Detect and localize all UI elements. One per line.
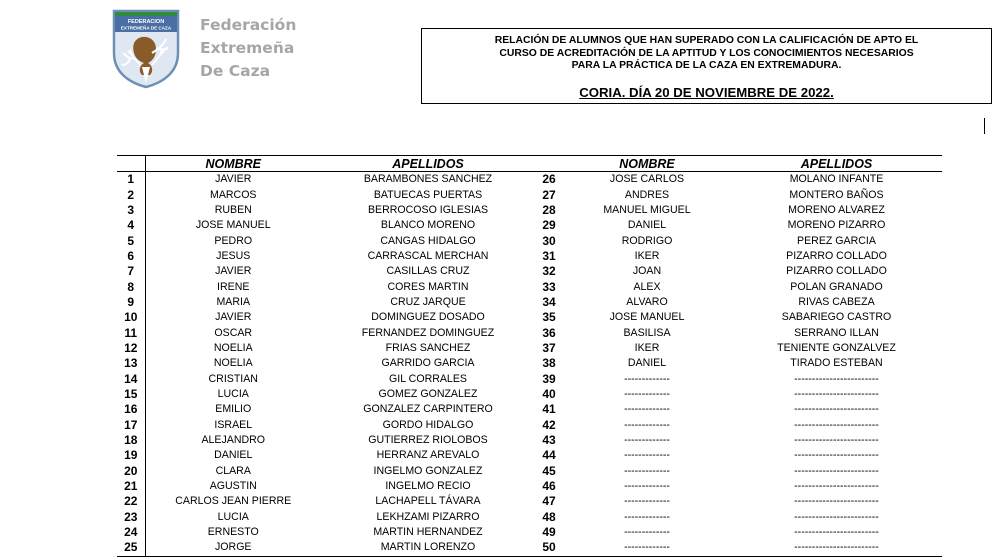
student-last-name: ------------------------ xyxy=(794,387,879,400)
student-first-name: ------------- xyxy=(624,495,670,508)
row-number: 44 xyxy=(542,448,556,463)
table-row xyxy=(117,525,942,540)
table-row xyxy=(117,172,942,188)
student-last-name: RIVAS CABEZA xyxy=(798,295,875,308)
logo-text-line1: FEDERACION xyxy=(127,19,165,25)
student-last-name: TENIENTE GONZALVEZ xyxy=(777,341,896,354)
table-row xyxy=(117,479,942,494)
student-last-name: LACHAPELL TÁVARA xyxy=(375,495,481,508)
student-first-name: JORGE xyxy=(145,540,321,556)
student-last-name: FRIAS SANCHEZ xyxy=(385,341,471,354)
student-last-name: GIL CORRALES xyxy=(389,372,467,385)
table-row xyxy=(117,387,942,402)
header-nombre: NOMBRE xyxy=(145,156,321,172)
student-last-name: BARAMBONES SANCHEZ xyxy=(363,173,493,186)
row-number: 26 xyxy=(542,172,556,187)
table-row xyxy=(117,418,942,433)
student-first-name: JAVIER xyxy=(215,311,252,324)
student-last-name: INGELMO RECIO xyxy=(385,480,471,493)
student-first-name: ------------- xyxy=(624,387,670,400)
row-number: 40 xyxy=(542,386,556,401)
student-last-name: CARRASCAL MERCHAN xyxy=(367,249,489,262)
table-row xyxy=(117,325,942,340)
document-title xyxy=(422,35,991,73)
table-row xyxy=(117,264,942,279)
row-number: 34 xyxy=(542,294,556,309)
federation-logo xyxy=(112,9,180,89)
row-number: 23 xyxy=(117,510,145,525)
student-last-name: LEKHZAMI PIZARRO xyxy=(376,510,480,523)
student-first-name: ------------- xyxy=(624,480,670,493)
row-number: 38 xyxy=(542,356,556,371)
row-number: 7 xyxy=(117,264,145,279)
table-row xyxy=(117,371,942,386)
student-last-name: PIZARRO COLLADO xyxy=(786,249,887,262)
table-row xyxy=(117,356,942,371)
student-first-name: ISRAEL xyxy=(214,418,253,431)
student-last-name: ------------------------ xyxy=(794,495,879,508)
title-line: CURSO DE ACREDITACIÓN DE LA APTITUD Y LOS CONOCIMIENTOS NECESARIOS xyxy=(499,47,914,59)
student-last-name: TIRADO ESTEBAN xyxy=(790,357,883,370)
org-name-line: De Caza xyxy=(200,62,271,80)
student-last-name: PEREZ GARCIA xyxy=(797,234,876,247)
row-number: 21 xyxy=(117,479,145,494)
student-last-name: FERNANDEZ DOMINGUEZ xyxy=(361,326,495,339)
student-last-name: CANGAS HIDALGO xyxy=(380,234,476,247)
student-first-name: DANIEL xyxy=(627,219,667,232)
student-first-name: LUCIA xyxy=(217,387,249,400)
student-first-name: ANDRES xyxy=(624,188,670,201)
table-row xyxy=(117,249,942,264)
row-number: 4 xyxy=(117,218,145,233)
row-number: 36 xyxy=(542,325,556,340)
student-first-name: ------------- xyxy=(624,449,670,462)
row-number: 3 xyxy=(117,203,145,218)
student-first-name: PEDRO xyxy=(214,234,253,247)
row-number: 31 xyxy=(542,248,556,263)
student-first-name: ------------- xyxy=(624,418,670,431)
student-last-name: CRUZ JARQUE xyxy=(390,295,466,308)
student-last-name: POLAN GRANADO xyxy=(790,280,883,293)
row-number: 17 xyxy=(117,418,145,433)
student-first-name: LUCIA xyxy=(217,510,249,523)
table-header-row xyxy=(117,156,942,172)
organization-name xyxy=(200,14,296,83)
student-first-name: ALEJANDRO xyxy=(201,434,266,447)
student-first-name: DANIEL xyxy=(214,449,253,462)
table-row xyxy=(117,310,942,325)
row-number: 48 xyxy=(542,509,556,524)
row-number: 16 xyxy=(117,402,145,417)
student-first-name: IKER xyxy=(634,249,660,262)
header-apellidos: APELLIDOS xyxy=(321,156,535,172)
logo-text-line2: EXTREMEÑA DE CAZA xyxy=(120,25,172,31)
student-first-name: JOAN xyxy=(632,265,662,278)
student-last-name: ------------------------ xyxy=(794,526,879,539)
row-number: 14 xyxy=(117,371,145,386)
row-number: 27 xyxy=(542,187,556,202)
student-first-name: ------------- xyxy=(624,372,670,385)
table-row xyxy=(117,494,942,509)
student-last-name: MORENO PIZARRO xyxy=(787,219,886,232)
student-first-name: ------------- xyxy=(624,526,670,539)
student-first-name: JESUS xyxy=(216,249,251,262)
student-first-name: JOSE MANUEL xyxy=(609,311,685,324)
text-cursor xyxy=(984,118,985,134)
row-number: 42 xyxy=(542,417,556,432)
student-last-name: GORDO HIDALGO xyxy=(382,418,474,431)
student-last-name: BATUECAS PUERTAS xyxy=(373,188,483,201)
header-number xyxy=(117,156,145,172)
student-first-name: OSCAR xyxy=(214,326,253,339)
student-last-name: GONZALEZ CARPINTERO xyxy=(363,403,493,416)
student-first-name: MARCOS xyxy=(210,188,257,201)
student-first-name: IRENE xyxy=(217,280,250,293)
student-last-name: MOLANO INFANTE xyxy=(789,173,884,186)
student-last-name: BLANCO MORENO xyxy=(380,219,476,232)
org-name-line: Federación xyxy=(200,16,297,34)
table-row xyxy=(117,218,942,233)
student-last-name: ------------------------ xyxy=(794,449,879,462)
student-first-name: JOSE CARLOS xyxy=(609,173,685,186)
student-first-name: DANIEL xyxy=(627,357,667,370)
student-last-name: INGELMO GONZALEZ xyxy=(373,464,483,477)
student-first-name: IKER xyxy=(634,341,660,354)
student-last-name: PIZARRO COLLADO xyxy=(786,265,887,278)
student-last-name: MARTIN LORENZO xyxy=(321,540,535,556)
row-number: 32 xyxy=(542,264,556,279)
student-first-name: NOELIA xyxy=(213,357,253,370)
student-first-name: RUBEN xyxy=(214,203,252,216)
row-number: 28 xyxy=(542,202,556,217)
row-number: 10 xyxy=(117,310,145,325)
student-first-name: MARIA xyxy=(216,295,251,308)
table-row xyxy=(117,341,942,356)
row-number: 20 xyxy=(117,464,145,479)
student-last-name: ------------------------ xyxy=(794,434,879,447)
student-first-name: JOSE MANUEL xyxy=(195,219,271,232)
student-first-name: ------------- xyxy=(624,464,670,477)
row-number: 13 xyxy=(117,356,145,371)
row-number: 22 xyxy=(117,494,145,509)
row-number: 30 xyxy=(542,233,556,248)
document-date: CORIA. DÍA 20 DE NOVIEMBRE DE 2022. xyxy=(579,84,834,100)
student-first-name: ------------- xyxy=(624,510,670,523)
student-last-name: SERRANO ILLAN xyxy=(794,326,879,339)
table-row xyxy=(117,510,942,525)
row-number: 50 xyxy=(535,540,563,556)
student-first-name: ERNESTO xyxy=(207,526,259,539)
row-number: 46 xyxy=(542,479,556,494)
student-last-name: ------------------------ xyxy=(731,540,942,556)
student-first-name: NOELIA xyxy=(213,341,253,354)
row-number: 29 xyxy=(542,218,556,233)
table-row xyxy=(117,433,942,448)
header-number xyxy=(535,156,563,172)
student-first-name: RODRIGO xyxy=(621,234,673,247)
row-number: 35 xyxy=(542,310,556,325)
student-first-name: MANUEL MIGUEL xyxy=(603,203,691,216)
org-name-line: Extremeña xyxy=(200,39,295,57)
table-row xyxy=(117,295,942,310)
student-first-name: ALVARO xyxy=(626,295,668,308)
table-row xyxy=(117,279,942,294)
student-first-name: BASILISA xyxy=(623,326,671,339)
student-first-name: EMILIO xyxy=(215,403,252,416)
row-number: 2 xyxy=(117,187,145,202)
student-last-name: BERROCOSO IGLESIAS xyxy=(367,203,489,216)
title-line: PARA LA PRÁCTICA DE LA CAZA EN EXTREMADURA. xyxy=(571,60,842,72)
student-last-name: MONTERO BAÑOS xyxy=(789,188,884,201)
title-line: RELACIÓN DE ALUMNOS QUE HAN SUPERADO CON LA CALIFICACIÓN DE APTO EL xyxy=(494,35,919,46)
student-first-name: ------------- xyxy=(624,403,670,416)
table-row xyxy=(117,402,942,417)
students-table xyxy=(117,155,942,557)
row-number: 18 xyxy=(117,433,145,448)
header-apellidos: APELLIDOS xyxy=(731,156,942,172)
row-number: 6 xyxy=(117,249,145,264)
student-first-name: ALEX xyxy=(633,280,661,293)
student-first-name: CRISTIAN xyxy=(208,372,258,385)
row-number: 45 xyxy=(542,463,556,478)
student-first-name: JAVIER xyxy=(215,173,252,186)
row-number: 49 xyxy=(542,525,556,540)
student-last-name: GOMEZ GONZALEZ xyxy=(378,387,478,400)
student-first-name: JAVIER xyxy=(215,265,252,278)
row-number: 37 xyxy=(542,340,556,355)
row-number: 1 xyxy=(117,172,145,188)
student-last-name: MORENO ALVAREZ xyxy=(788,203,885,216)
student-first-name: AGUSTIN xyxy=(209,480,257,493)
table-row xyxy=(117,233,942,248)
student-first-name: CARLOS JEAN PIERRE xyxy=(175,495,292,508)
table-row xyxy=(117,187,942,202)
row-number: 24 xyxy=(117,525,145,540)
row-number: 39 xyxy=(542,371,556,386)
row-number: 8 xyxy=(117,279,145,294)
table-row xyxy=(117,448,942,463)
student-last-name: ------------------------ xyxy=(794,403,879,416)
student-last-name: HERRANZ AREVALO xyxy=(376,449,480,462)
student-last-name: ------------------------ xyxy=(794,480,879,493)
student-first-name: CLARA xyxy=(215,464,251,477)
student-last-name: CORES MARTIN xyxy=(387,280,469,293)
student-last-name: GUTIERREZ RIOLOBOS xyxy=(368,434,488,447)
row-number: 43 xyxy=(542,433,556,448)
table-row xyxy=(117,540,942,556)
student-last-name: MARTIN HERNANDEZ xyxy=(373,526,483,539)
deer-crest-icon xyxy=(112,9,180,89)
row-number: 41 xyxy=(542,402,556,417)
row-number: 33 xyxy=(542,279,556,294)
row-number: 5 xyxy=(117,233,145,248)
student-first-name: ------------- xyxy=(624,434,670,447)
student-first-name: ------------- xyxy=(563,540,731,556)
row-number: 9 xyxy=(117,295,145,310)
document-title-box xyxy=(421,28,992,104)
student-last-name: DOMINGUEZ DOSADO xyxy=(371,311,485,324)
student-last-name: ------------------------ xyxy=(794,510,879,523)
student-last-name: SABARIEGO CASTRO xyxy=(781,311,892,324)
student-last-name: CASILLAS CRUZ xyxy=(386,265,470,278)
row-number: 12 xyxy=(117,341,145,356)
row-number: 47 xyxy=(542,494,556,509)
table-row xyxy=(117,464,942,479)
header-nombre: NOMBRE xyxy=(563,156,731,172)
row-number: 25 xyxy=(117,540,145,556)
student-last-name: ------------------------ xyxy=(794,418,879,431)
student-last-name: GARRIDO GARCIA xyxy=(381,357,475,370)
students-table-body xyxy=(117,172,942,557)
row-number: 19 xyxy=(117,448,145,463)
row-number: 11 xyxy=(117,325,145,340)
table-row xyxy=(117,203,942,218)
student-last-name: ------------------------ xyxy=(794,464,879,477)
student-last-name: ------------------------ xyxy=(794,372,879,385)
row-number: 15 xyxy=(117,387,145,402)
